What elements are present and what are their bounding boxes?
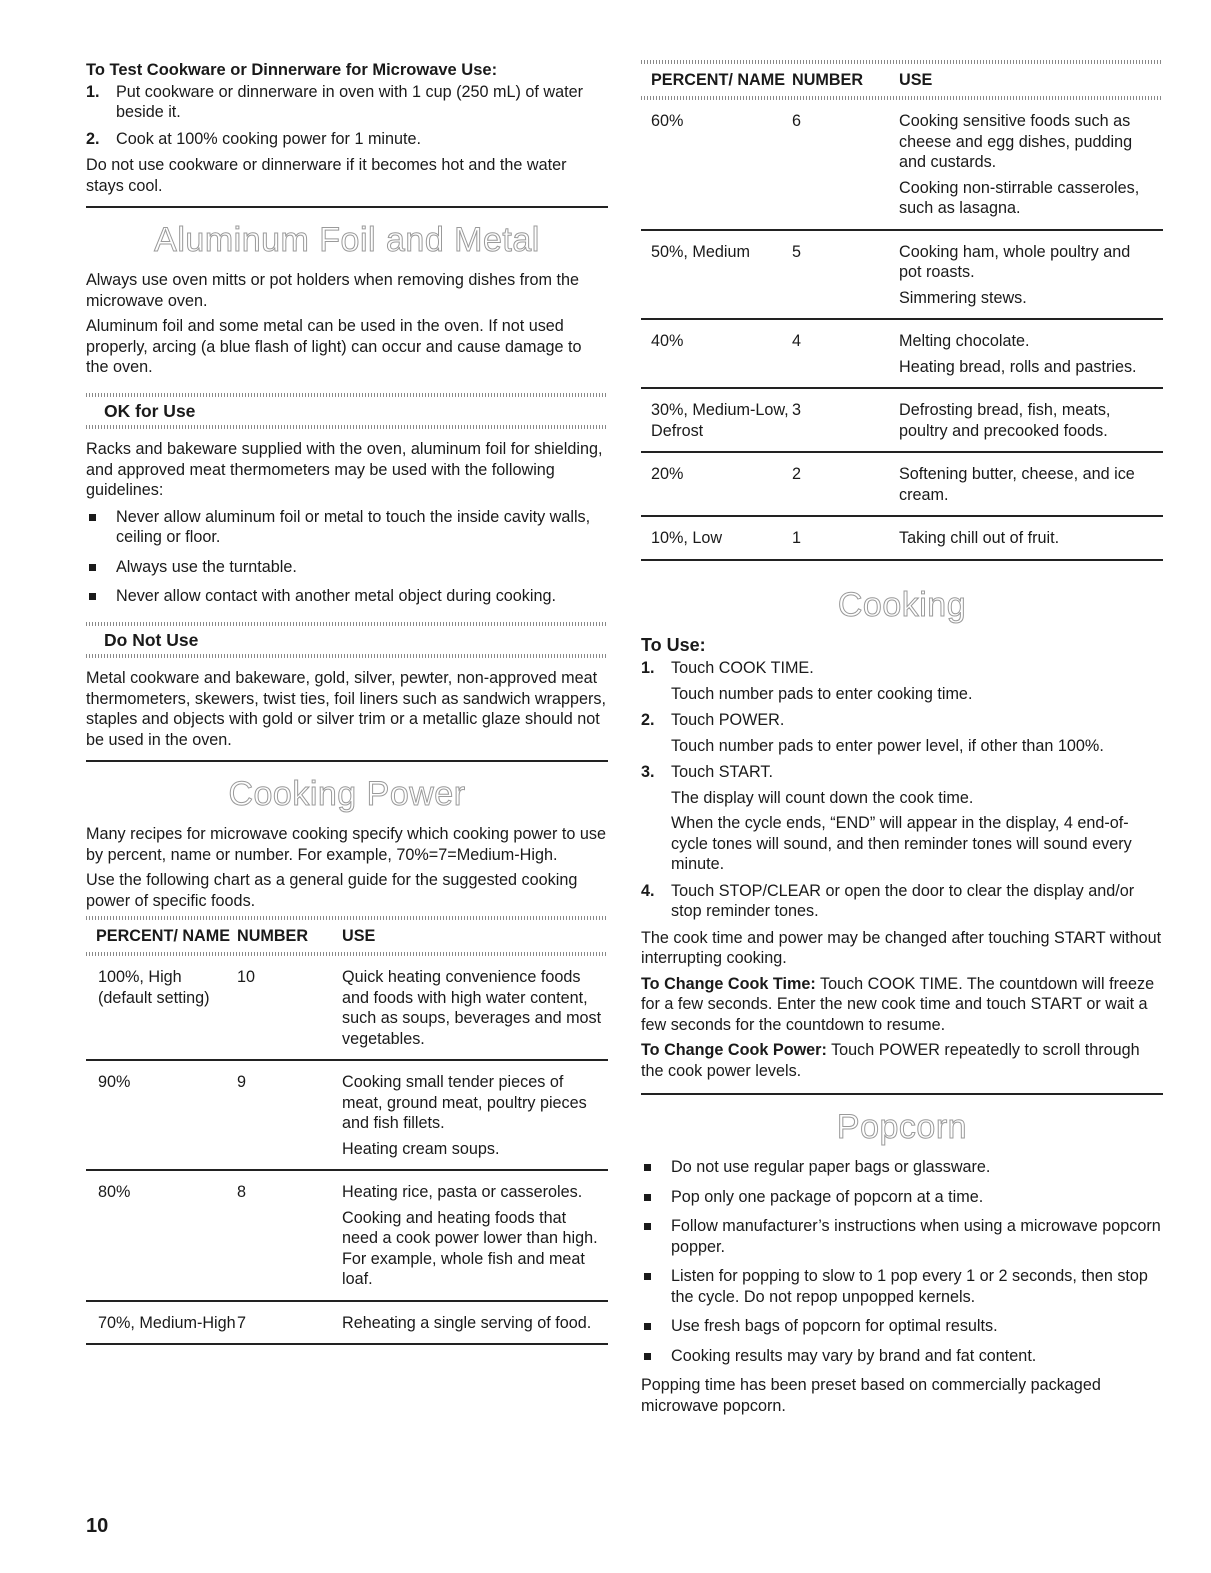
list-item bbox=[86, 507, 608, 548]
dotted-divider bbox=[86, 654, 608, 658]
power-paragraph-1: Many recipes for microwave cooking specify which cooking power to use by percent, name or number. For example, 70%=7=Medium-High. bbox=[86, 825, 607, 864]
use-text: Cooking small tender pieces of meat, ground meat, poultry pieces and fish fillets. bbox=[342, 1073, 587, 1132]
foil-paragraph-1: Always use oven mitts or pot holders when removing dishes from the microwave oven. bbox=[86, 271, 580, 310]
step-number: 1. bbox=[641, 659, 655, 677]
right-column bbox=[641, 60, 1163, 1421]
section-title-popcorn: Popcorn bbox=[836, 1108, 968, 1146]
step-number: 2. bbox=[641, 711, 655, 729]
bullet-text: Follow manufacturer’s instructions when using a microwave popcorn popper. bbox=[671, 1217, 1161, 1256]
bullet-square-icon bbox=[89, 514, 96, 521]
cell-use bbox=[899, 111, 1163, 219]
power-paragraph-2: Use the following chart as a general guide for the suggested cooking power of specific foods. bbox=[86, 871, 578, 910]
step-number: 1. bbox=[86, 82, 100, 101]
change-cook-power-label: To Change Cook Power: bbox=[641, 1041, 827, 1059]
cell-number: 1 bbox=[792, 529, 802, 547]
cell-use bbox=[342, 1182, 608, 1290]
popcorn-bullet-list bbox=[641, 1157, 1163, 1366]
use-text: Reheating a single serving of food. bbox=[342, 1313, 592, 1332]
change-cook-power bbox=[641, 1040, 1163, 1081]
step-text: Put cookware or dinnerware in oven with 1 cup (250 mL) of water beside it. bbox=[116, 82, 583, 121]
ok-intro: Racks and bakeware supplied with the oven, aluminum foil for shielding, and approved meat thermometers may be used with the following guidelines: bbox=[86, 440, 603, 499]
bullet-square-icon bbox=[644, 1273, 651, 1280]
use-text: Heating bread, rolls and pastries. bbox=[899, 357, 1137, 376]
bullet-text: Always use the turntable. bbox=[116, 557, 297, 576]
table-row bbox=[86, 1061, 608, 1171]
foil-paragraph-2: Aluminum foil and some metal can be used in the oven. If not used properly, arcing (a blue flash of light) can occur and cause damage to the oven. bbox=[86, 317, 582, 376]
table-body bbox=[86, 956, 608, 1345]
section-title-cooking: Cooking bbox=[837, 585, 967, 624]
cell-percent-name: 70%, Medium-High bbox=[98, 1313, 236, 1332]
table-row bbox=[641, 453, 1163, 517]
use-text: Cooking ham, whole poultry and pot roasts. bbox=[899, 242, 1131, 281]
cell-use bbox=[342, 1072, 608, 1159]
table-row bbox=[641, 320, 1163, 389]
bullet-text: Never allow aluminum foil or metal to touch the inside cavity walls, ceiling or floor. bbox=[116, 507, 591, 546]
step-text: Touch START. bbox=[671, 763, 773, 781]
header-use: USE bbox=[342, 927, 376, 945]
cell-number: 4 bbox=[792, 332, 802, 350]
table-body bbox=[641, 100, 1163, 561]
cell-number: 10 bbox=[237, 968, 256, 986]
bullet-square-icon bbox=[644, 1223, 651, 1230]
bullet-text: Cooking results may vary by brand and fat content. bbox=[671, 1346, 1037, 1365]
use-text: Taking chill out of fruit. bbox=[899, 529, 1060, 547]
step-text: Cook at 100% cooking power for 1 minute. bbox=[116, 129, 422, 148]
dotted-divider bbox=[641, 96, 1163, 100]
table-row bbox=[86, 1302, 608, 1346]
cell-number: 8 bbox=[237, 1183, 247, 1201]
cell-percent-name: 30%, Medium-Low, Defrost bbox=[651, 401, 789, 440]
table-row bbox=[641, 517, 1163, 561]
table-header bbox=[641, 64, 1163, 96]
table-row bbox=[641, 100, 1163, 231]
do-not-use-text: Metal cookware and bakeware, gold, silver, pewter, non-approved meat thermometers, skewers, twist ties, foil liners such as sandwich wrappers, staples and objects with gold or silver trim or a metallic glaze should not be used in the oven. bbox=[86, 669, 606, 749]
use-text: Cooking sensitive foods such as cheese and egg dishes, pudding and custards. bbox=[899, 112, 1133, 171]
cell-percent-name: 40% bbox=[651, 332, 684, 350]
subhead-do-not-use: Do Not Use bbox=[104, 629, 199, 650]
cooking-step bbox=[641, 881, 1163, 922]
power-table-left bbox=[86, 916, 608, 1345]
cell-percent-name: 10%, Low bbox=[651, 529, 723, 547]
step-text: Touch number pads to enter cooking time. bbox=[671, 684, 973, 703]
dotted-divider bbox=[86, 425, 608, 429]
test-step bbox=[86, 129, 608, 150]
cell-number: 5 bbox=[792, 242, 802, 261]
step-number: 2. bbox=[86, 129, 100, 148]
cell-number: 7 bbox=[237, 1313, 247, 1332]
list-item bbox=[641, 1316, 1163, 1337]
bullet-square-icon bbox=[644, 1164, 651, 1171]
popcorn-note: Popping time has been preset based on commercially packaged microwave popcorn. bbox=[641, 1376, 1101, 1415]
table-header bbox=[86, 920, 608, 952]
dotted-divider bbox=[86, 916, 608, 920]
step-number: 3. bbox=[641, 763, 655, 781]
use-text: Heating rice, pasta or casseroles. bbox=[342, 1183, 583, 1201]
use-text: Softening butter, cheese, and ice cream. bbox=[899, 465, 1135, 504]
dotted-divider bbox=[86, 952, 608, 956]
cooking-steps bbox=[641, 658, 1163, 922]
cooking-step bbox=[641, 658, 1163, 704]
bullet-text: Do not use regular paper bags or glassware. bbox=[671, 1158, 991, 1176]
cooking-step bbox=[641, 710, 1163, 756]
list-item bbox=[86, 586, 608, 607]
use-text: Cooking and heating foods that need a cook power lower than high. For example, whole fish and meat loaf. bbox=[342, 1208, 598, 1288]
use-text: Quick heating convenience foods and foods with high water content, such as soups, beverages and most vegetables. bbox=[342, 968, 602, 1048]
section-title-aluminum-foil: Aluminum Foil and Metal bbox=[154, 221, 540, 259]
step-text: Touch STOP/CLEAR or open the door to clear the display and/or stop reminder tones. bbox=[671, 881, 1135, 920]
cooking-note: The cook time and power may be changed after touching START without interrupting cooking. bbox=[641, 928, 1162, 967]
step-text: The display will count down the cook time. bbox=[671, 788, 974, 807]
power-table-right bbox=[641, 60, 1163, 561]
test-note: Do not use cookware or dinnerware if it becomes hot and the water stays cool. bbox=[86, 156, 567, 195]
cell-use bbox=[899, 464, 1163, 505]
header-number: NUMBER bbox=[792, 71, 864, 89]
cell-number: 2 bbox=[792, 465, 802, 483]
cell-percent-name: 100%, High (default setting) bbox=[98, 968, 210, 1007]
bullet-text: Use fresh bags of popcorn for optimal results. bbox=[671, 1317, 998, 1335]
step-text: Touch POWER. bbox=[671, 711, 785, 729]
list-item bbox=[641, 1187, 1163, 1208]
list-item bbox=[641, 1346, 1163, 1367]
left-column bbox=[86, 60, 608, 1345]
test-steps bbox=[86, 82, 608, 150]
test-heading: To Test Cookware or Dinnerware for Microwave Use: bbox=[86, 61, 498, 79]
cell-use bbox=[899, 331, 1163, 377]
section-title-cooking-power: Cooking Power bbox=[228, 775, 466, 813]
header-number: NUMBER bbox=[237, 927, 309, 945]
dotted-divider bbox=[86, 393, 608, 397]
section-divider bbox=[641, 1093, 1163, 1095]
test-step bbox=[86, 82, 608, 123]
subhead-ok-for-use: OK for Use bbox=[104, 400, 196, 421]
list-item bbox=[641, 1216, 1163, 1257]
dotted-divider bbox=[641, 60, 1163, 64]
cell-use bbox=[342, 967, 608, 1049]
table-row bbox=[641, 389, 1163, 453]
use-text: Defrosting bread, fish, meats, poultry and precooked foods. bbox=[899, 401, 1111, 440]
header-percent-name: PERCENT/ NAME bbox=[651, 71, 786, 89]
section-divider bbox=[86, 760, 608, 762]
cell-number: 9 bbox=[237, 1073, 247, 1091]
bullet-square-icon bbox=[89, 564, 96, 571]
use-text: Melting chocolate. bbox=[899, 332, 1030, 350]
cell-use bbox=[899, 528, 1163, 549]
table-row bbox=[86, 956, 608, 1061]
cell-percent-name: 80% bbox=[98, 1183, 131, 1201]
dotted-divider bbox=[86, 622, 608, 626]
cell-use bbox=[899, 400, 1163, 441]
cooking-step bbox=[641, 762, 1163, 875]
use-text: Simmering stews. bbox=[899, 288, 1027, 307]
step-text: Touch number pads to enter power level, if other than 100%. bbox=[671, 736, 1104, 755]
cell-number: 3 bbox=[792, 401, 802, 419]
to-use-heading: To Use: bbox=[641, 634, 706, 655]
list-item bbox=[641, 1266, 1163, 1307]
bullet-square-icon bbox=[644, 1323, 651, 1330]
change-cook-time-text: Touch COOK TIME. The countdown will freeze for a few seconds. Enter the new cook time and touch START or wait a few seconds for the countdown to resume. bbox=[641, 974, 1155, 1034]
cell-use bbox=[899, 242, 1163, 309]
bullet-square-icon bbox=[644, 1194, 651, 1201]
page-number: 10 bbox=[86, 1515, 109, 1537]
use-text: Cooking non-stirrable casseroles, such as lasagna. bbox=[899, 178, 1140, 217]
table-row bbox=[86, 1171, 608, 1302]
cell-percent-name: 50%, Medium bbox=[651, 242, 750, 261]
cell-percent-name: 20% bbox=[651, 465, 684, 483]
cell-percent-name: 90% bbox=[98, 1073, 131, 1091]
change-cook-time bbox=[641, 974, 1163, 1036]
step-text: Touch COOK TIME. bbox=[671, 659, 814, 677]
step-number: 4. bbox=[641, 881, 655, 900]
section-divider bbox=[86, 206, 608, 208]
change-cook-power-text: Touch POWER repeatedly to scroll through the cook power levels. bbox=[641, 1041, 1140, 1080]
table-row bbox=[641, 231, 1163, 321]
use-text: Heating cream soups. bbox=[342, 1139, 500, 1158]
cell-use bbox=[342, 1313, 608, 1334]
list-item bbox=[86, 557, 608, 578]
bullet-text: Listen for popping to slow to 1 pop every 1 or 2 seconds, then stop the cycle. Do not repop unpopped kernels. bbox=[671, 1267, 1148, 1306]
cell-percent-name: 60% bbox=[651, 112, 684, 130]
bullet-square-icon bbox=[644, 1353, 651, 1360]
bullet-text: Never allow contact with another metal object during cooking. bbox=[116, 587, 556, 605]
bullet-square-icon bbox=[89, 593, 96, 600]
step-text: When the cycle ends, “END” will appear in the display, 4 end-of-cycle tones will sound, and then reminder tones will sound every minute. bbox=[671, 814, 1132, 873]
header-percent-name: PERCENT/ NAME bbox=[96, 927, 231, 945]
list-item bbox=[641, 1157, 1163, 1178]
ok-bullet-list bbox=[86, 507, 608, 607]
change-cook-time-label: To Change Cook Time: bbox=[641, 974, 816, 993]
cell-number: 6 bbox=[792, 112, 802, 130]
bullet-text: Pop only one package of popcorn at a time. bbox=[671, 1187, 984, 1206]
header-use: USE bbox=[899, 71, 933, 89]
